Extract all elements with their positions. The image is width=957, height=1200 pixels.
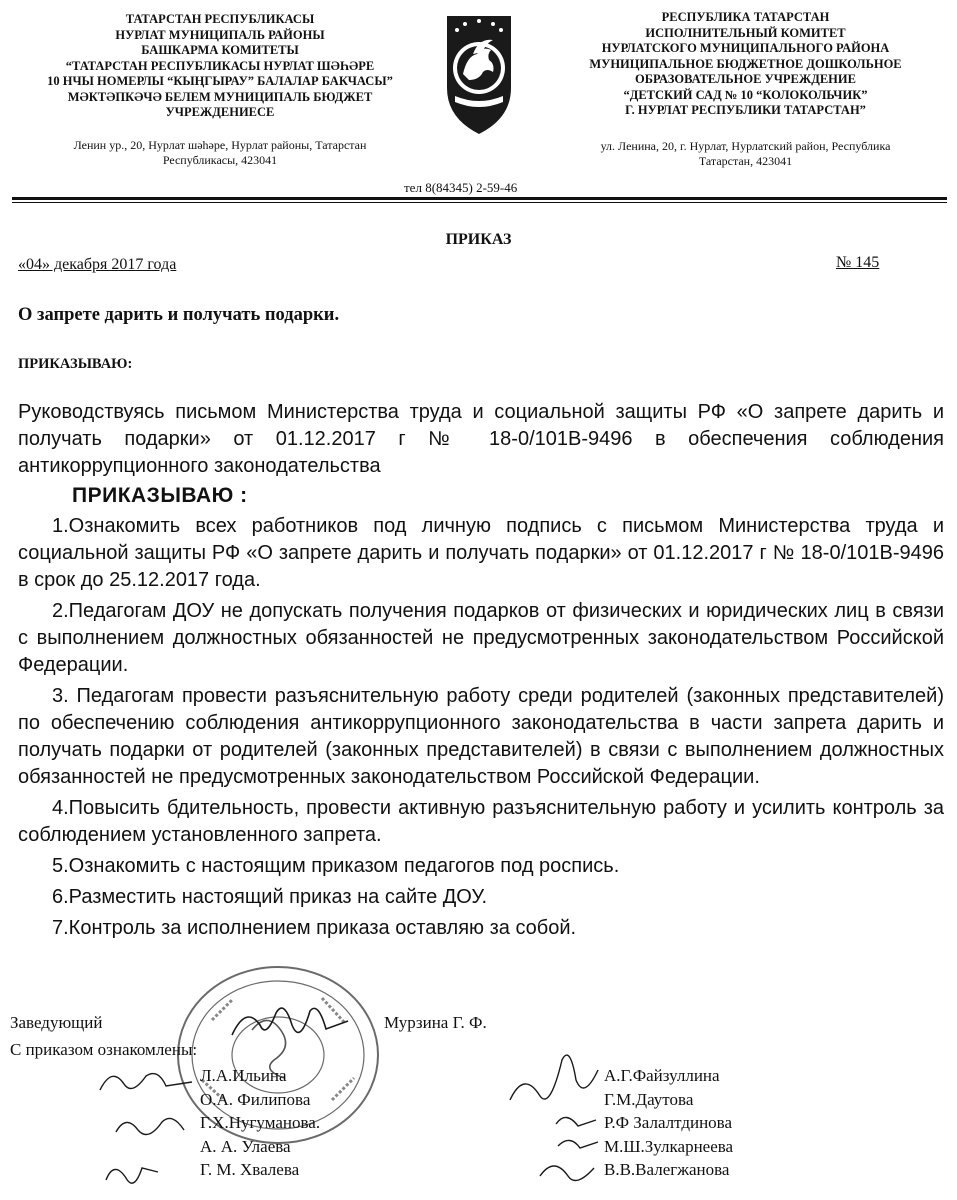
header-left-line: 10 НЧЫ НОМЕРЛЫ “КЫҢГЫРАУ” БАЛАЛАР БАКЧАСЫ” bbox=[47, 74, 393, 88]
document-title: ПРИКАЗ bbox=[445, 231, 512, 248]
signatory-name: Г.М.Даутова bbox=[604, 1089, 694, 1109]
signatures-left-list bbox=[200, 1064, 320, 1182]
header-left-block bbox=[20, 12, 420, 168]
header-right-address-1: ул. Ленина, 20, г. Нурлат, Нурлатский район, Республика bbox=[600, 138, 891, 153]
header-right-line: МУНИЦИПАЛЬНОЕ БЮДЖЕТНОЕ ДОШКОЛЬНОЕ bbox=[589, 56, 902, 71]
head-name: Мурзина Г. Ф. bbox=[384, 1013, 487, 1032]
signatory-name: Г.Х.Нугуманова. bbox=[200, 1113, 321, 1132]
header-left-line: НУРЛАТ МУНИЦИПАЛЬ РАЙОНЫ bbox=[115, 27, 325, 42]
order-item-6: 6.Разместить настоящий приказ на сайте ДОУ. bbox=[52, 886, 488, 908]
tatarstan-coat-of-arms-icon bbox=[443, 10, 515, 140]
signatory-name: О.А. Филипова bbox=[200, 1089, 311, 1109]
header-left-line: “ТАТАРСТАН РЕСПУБЛИКАСЫ НУРЛАТ ШӘҺӘРЕ bbox=[65, 58, 375, 73]
document-number: № 145 bbox=[836, 254, 880, 271]
header-left-address-2: Республикасы, 423041 bbox=[162, 152, 278, 167]
signatory-name: В.В.Валегжанова bbox=[604, 1160, 730, 1179]
right-signatures-scribble bbox=[500, 1040, 604, 1200]
header-right-line: НУРЛАТСКОГО МУНИЦИПАЛЬНОГО РАЙОНА bbox=[601, 41, 890, 55]
signatory-name: А.Г.Файзуллина bbox=[604, 1066, 720, 1085]
header-right-address-2: Татарстан, 423041 bbox=[698, 153, 793, 168]
order-item-1: 1.Ознакомить всех работников под личную подпись с письмом Министерства труда и социальной защиты РФ «О запрете дарить и получать подарки» от 01.12.2017 г № 18-0/101В-9496 в срок до 25.12.2017 года. bbox=[18, 515, 944, 591]
document-date: «04» декабря 2017 года bbox=[18, 256, 177, 273]
order-item-5: 5.Ознакомить с настоящим приказом педагогов под роспись. bbox=[52, 855, 620, 877]
signatory-name: А. А. Улаева bbox=[200, 1136, 291, 1156]
signatory-name: Г. М. Хвалева bbox=[200, 1160, 300, 1179]
familiarized-label: С приказом ознакомлены: bbox=[10, 1040, 198, 1059]
header-right-line: “ДЕТСКИЙ САД № 10 “КОЛОКОЛЬЧИК” bbox=[623, 87, 868, 102]
decree-label-bold: ПРИКАЗЫВАЮ : bbox=[72, 484, 248, 507]
signatory-name: Л.А.Ильина bbox=[200, 1066, 287, 1085]
header-right-line: ИСПОЛНИТЕЛЬНЫЙ КОМИТЕТ bbox=[645, 25, 846, 40]
header-divider-thin bbox=[12, 202, 947, 203]
header-left-line: УЧРЕЖДЕНИЕСЕ bbox=[165, 105, 275, 119]
left-signatures-scribble bbox=[92, 1060, 202, 1200]
header-right-line: Г. НУРЛАТ РЕСПУБЛИКИ ТАТАРСТАН” bbox=[625, 103, 866, 117]
header-left-line: ТАТАРСТАН РЕСПУБЛИКАСЫ bbox=[125, 12, 315, 26]
header-phone: тел 8(84345) 2-59-46 bbox=[404, 180, 518, 195]
decree-label: ПРИКАЗЫВАЮ: bbox=[18, 356, 133, 372]
header-right-line: ОБРАЗОВАТЕЛЬНОЕ УЧРЕЖДЕНИЕ bbox=[635, 72, 856, 86]
signatory-name: М.Ш.Зулкарнеева bbox=[604, 1136, 734, 1156]
preamble-paragraph: Руководствуясь письмом Министерства труда и социальной защиты РФ «О запрете дарить и получать подарки» от 01.12.2017 г № 18-0/101В-9496 в обеспечения соблюдения антикоррупционного законодательства bbox=[18, 401, 944, 477]
order-item-4: 4.Повысить бдительность, провести активную разъяснительную работу и усилить контроль за соблюдением установленного запрета. bbox=[18, 797, 944, 846]
order-item-7: 7.Контроль за исполнением приказа оставляю за собой. bbox=[52, 917, 577, 939]
document-subject: О запрете дарить и получать подарки. bbox=[18, 305, 340, 325]
signatory-name: Р.Ф Залалтдинова bbox=[604, 1113, 733, 1132]
order-item-3: 3. Педагогам провести разъяснительную работу среди родителей (законных представителей) по обеспечению соблюдения антикоррупционного законодательства в части запрета дарить и получать подарки от родителей (законных представителей) в связи с выполнением должностных обязанностей не предусмотренных законодательством Российской Федерации. bbox=[18, 685, 944, 788]
head-signature-scribble bbox=[226, 995, 356, 1055]
header-left-line: МӘКТӘПКӘЧӘ БЕЛЕМ МУНИЦИПАЛЬ БЮДЖЕТ bbox=[67, 89, 373, 104]
signatures-right-list bbox=[604, 1064, 733, 1182]
header-left-address-1: Ленин ур., 20, Нурлат шәһәре, Нурлат районы, Татарстан bbox=[73, 137, 367, 152]
header-divider-thick bbox=[12, 197, 947, 200]
order-items bbox=[18, 513, 944, 946]
header-right-line: РЕСПУБЛИКА ТАТАРСТАН bbox=[661, 10, 830, 24]
header-left-line: БАШКАРМА КОМИТЕТЫ bbox=[141, 43, 299, 57]
head-role: Заведующий bbox=[10, 1013, 103, 1032]
header-right-block bbox=[548, 10, 943, 169]
order-item-2: 2.Педагогам ДОУ не допускать получения подарков от физических и юридических лиц в связи с выполнением должностных обязанностей не предусмотренных законодательством Российской Федерации. bbox=[18, 600, 944, 676]
